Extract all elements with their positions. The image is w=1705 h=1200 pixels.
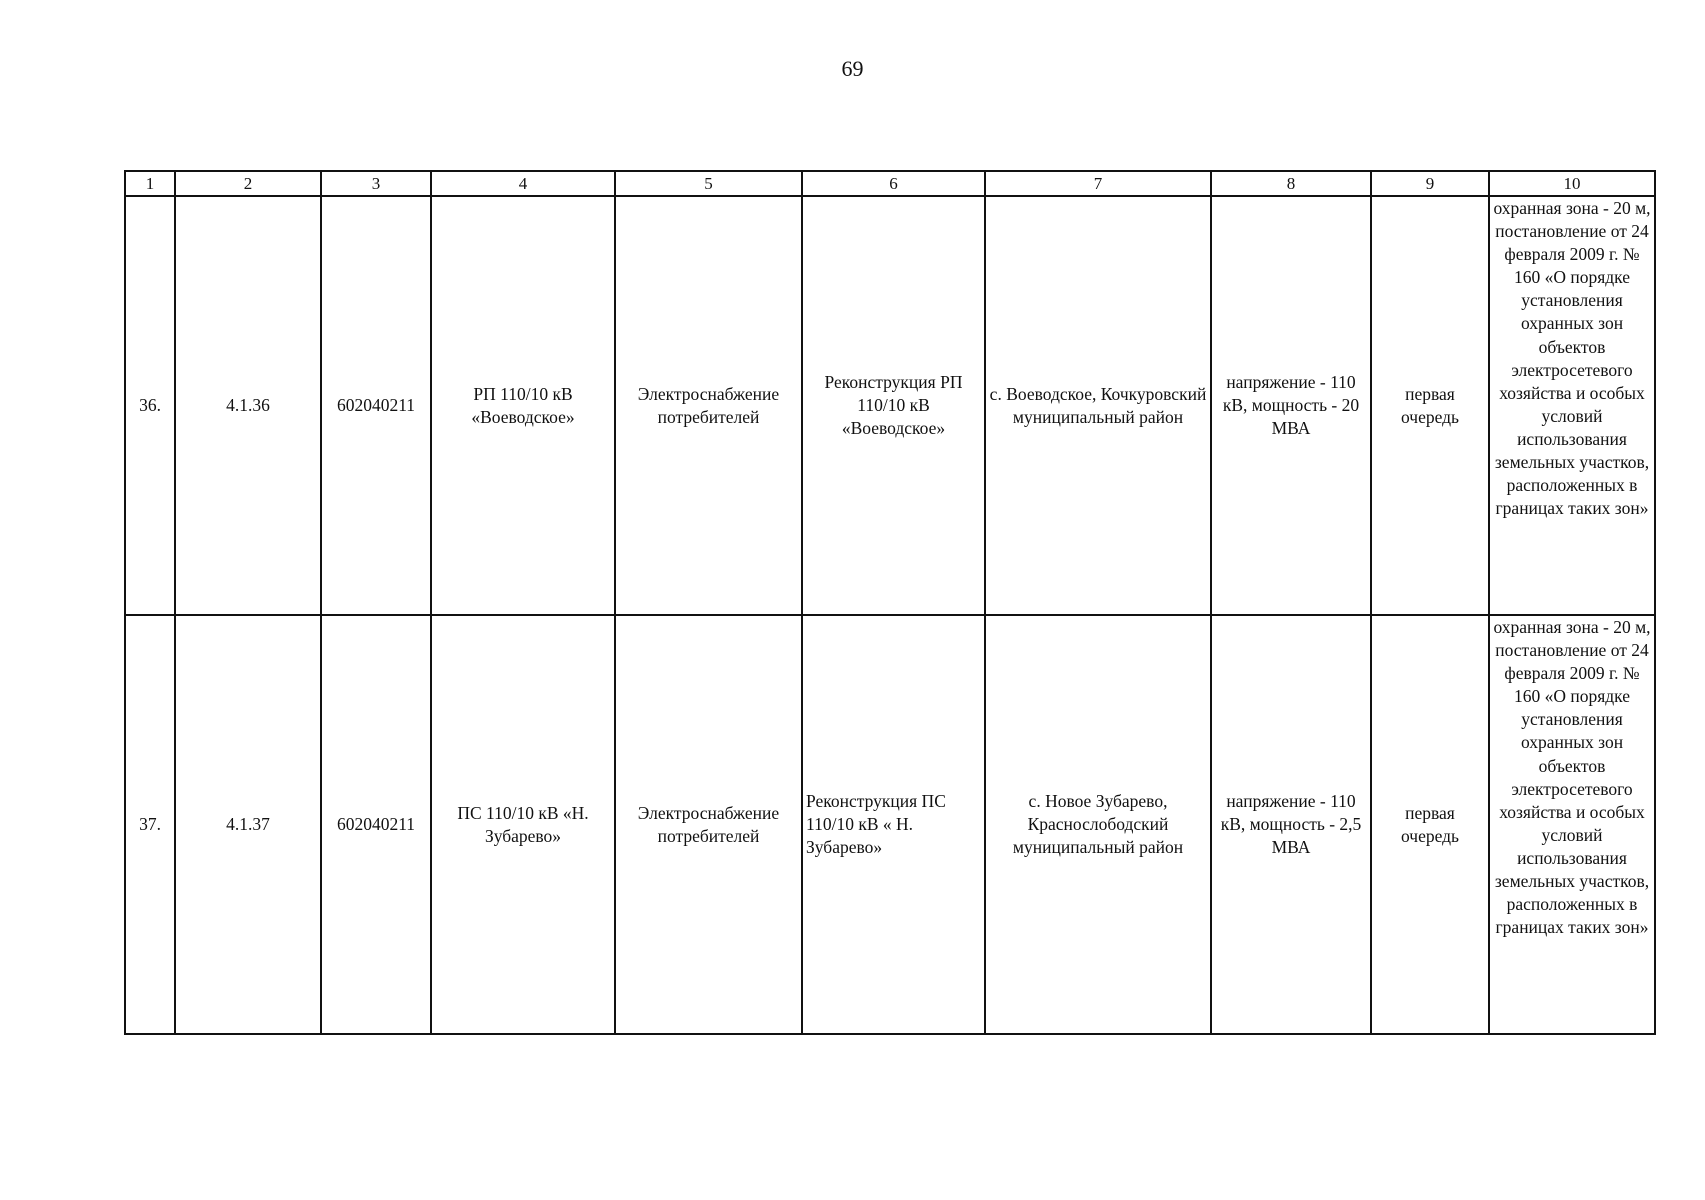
stage-cell: первая очередь xyxy=(1371,615,1489,1034)
row-number-cell: 37. xyxy=(125,615,175,1034)
code-cell: 4.1.37 xyxy=(175,615,321,1034)
column-header: 6 xyxy=(802,171,985,196)
object-cell: РП 110/10 кВ «Воеводское» xyxy=(431,196,615,615)
purpose-cell: Электроснабжение потребителей xyxy=(615,196,802,615)
column-header: 8 xyxy=(1211,171,1371,196)
id-cell: 602040211 xyxy=(321,615,431,1034)
code-cell: 4.1.36 xyxy=(175,196,321,615)
column-header: 10 xyxy=(1489,171,1655,196)
location-cell: с. Воеводское, Кочкуровский муниципальный район xyxy=(985,196,1211,615)
column-header: 4 xyxy=(431,171,615,196)
purpose-cell: Электроснабжение потребителей xyxy=(615,615,802,1034)
column-header: 3 xyxy=(321,171,431,196)
parameters-cell: напряжение - 110 кВ, мощность - 2,5 МВА xyxy=(1211,615,1371,1034)
zone-cell: охранная зона - 20 м, постановление от 24 февраля 2009 г. № 160 «О порядке установления охранных зон объектов электросетевого хозяйства и особых условий использования земельных участков, расположенных в границах таких зон» xyxy=(1489,196,1655,615)
column-header: 9 xyxy=(1371,171,1489,196)
table-header-row xyxy=(125,171,1655,196)
work-cell: Реконструкция РП 110/10 кВ «Воеводское» xyxy=(802,196,985,615)
stage-cell: первая очередь xyxy=(1371,196,1489,615)
objects-table xyxy=(124,170,1656,1035)
zone-cell: охранная зона - 20 м, постановление от 24 февраля 2009 г. № 160 «О порядке установления охранных зон объектов электросетевого хозяйства и особых условий использования земельных участков, расположенных в границах таких зон» xyxy=(1489,615,1655,1034)
column-header: 1 xyxy=(125,171,175,196)
row-number-cell: 36. xyxy=(125,196,175,615)
object-cell: ПС 110/10 кВ «Н. Зубарево» xyxy=(431,615,615,1034)
work-cell: Реконструкция ПС 110/10 кВ « Н. Зубарево» xyxy=(802,615,985,1034)
column-header: 2 xyxy=(175,171,321,196)
parameters-cell: напряжение - 110 кВ, мощность - 20 МВА xyxy=(1211,196,1371,615)
page-number: 69 xyxy=(841,56,864,81)
table-row xyxy=(125,196,1655,615)
id-cell: 602040211 xyxy=(321,196,431,615)
location-cell: с. Новое Зубарево, Краснослободский муниципальный район xyxy=(985,615,1211,1034)
column-header: 7 xyxy=(985,171,1211,196)
column-header: 5 xyxy=(615,171,802,196)
table-row xyxy=(125,615,1655,1034)
